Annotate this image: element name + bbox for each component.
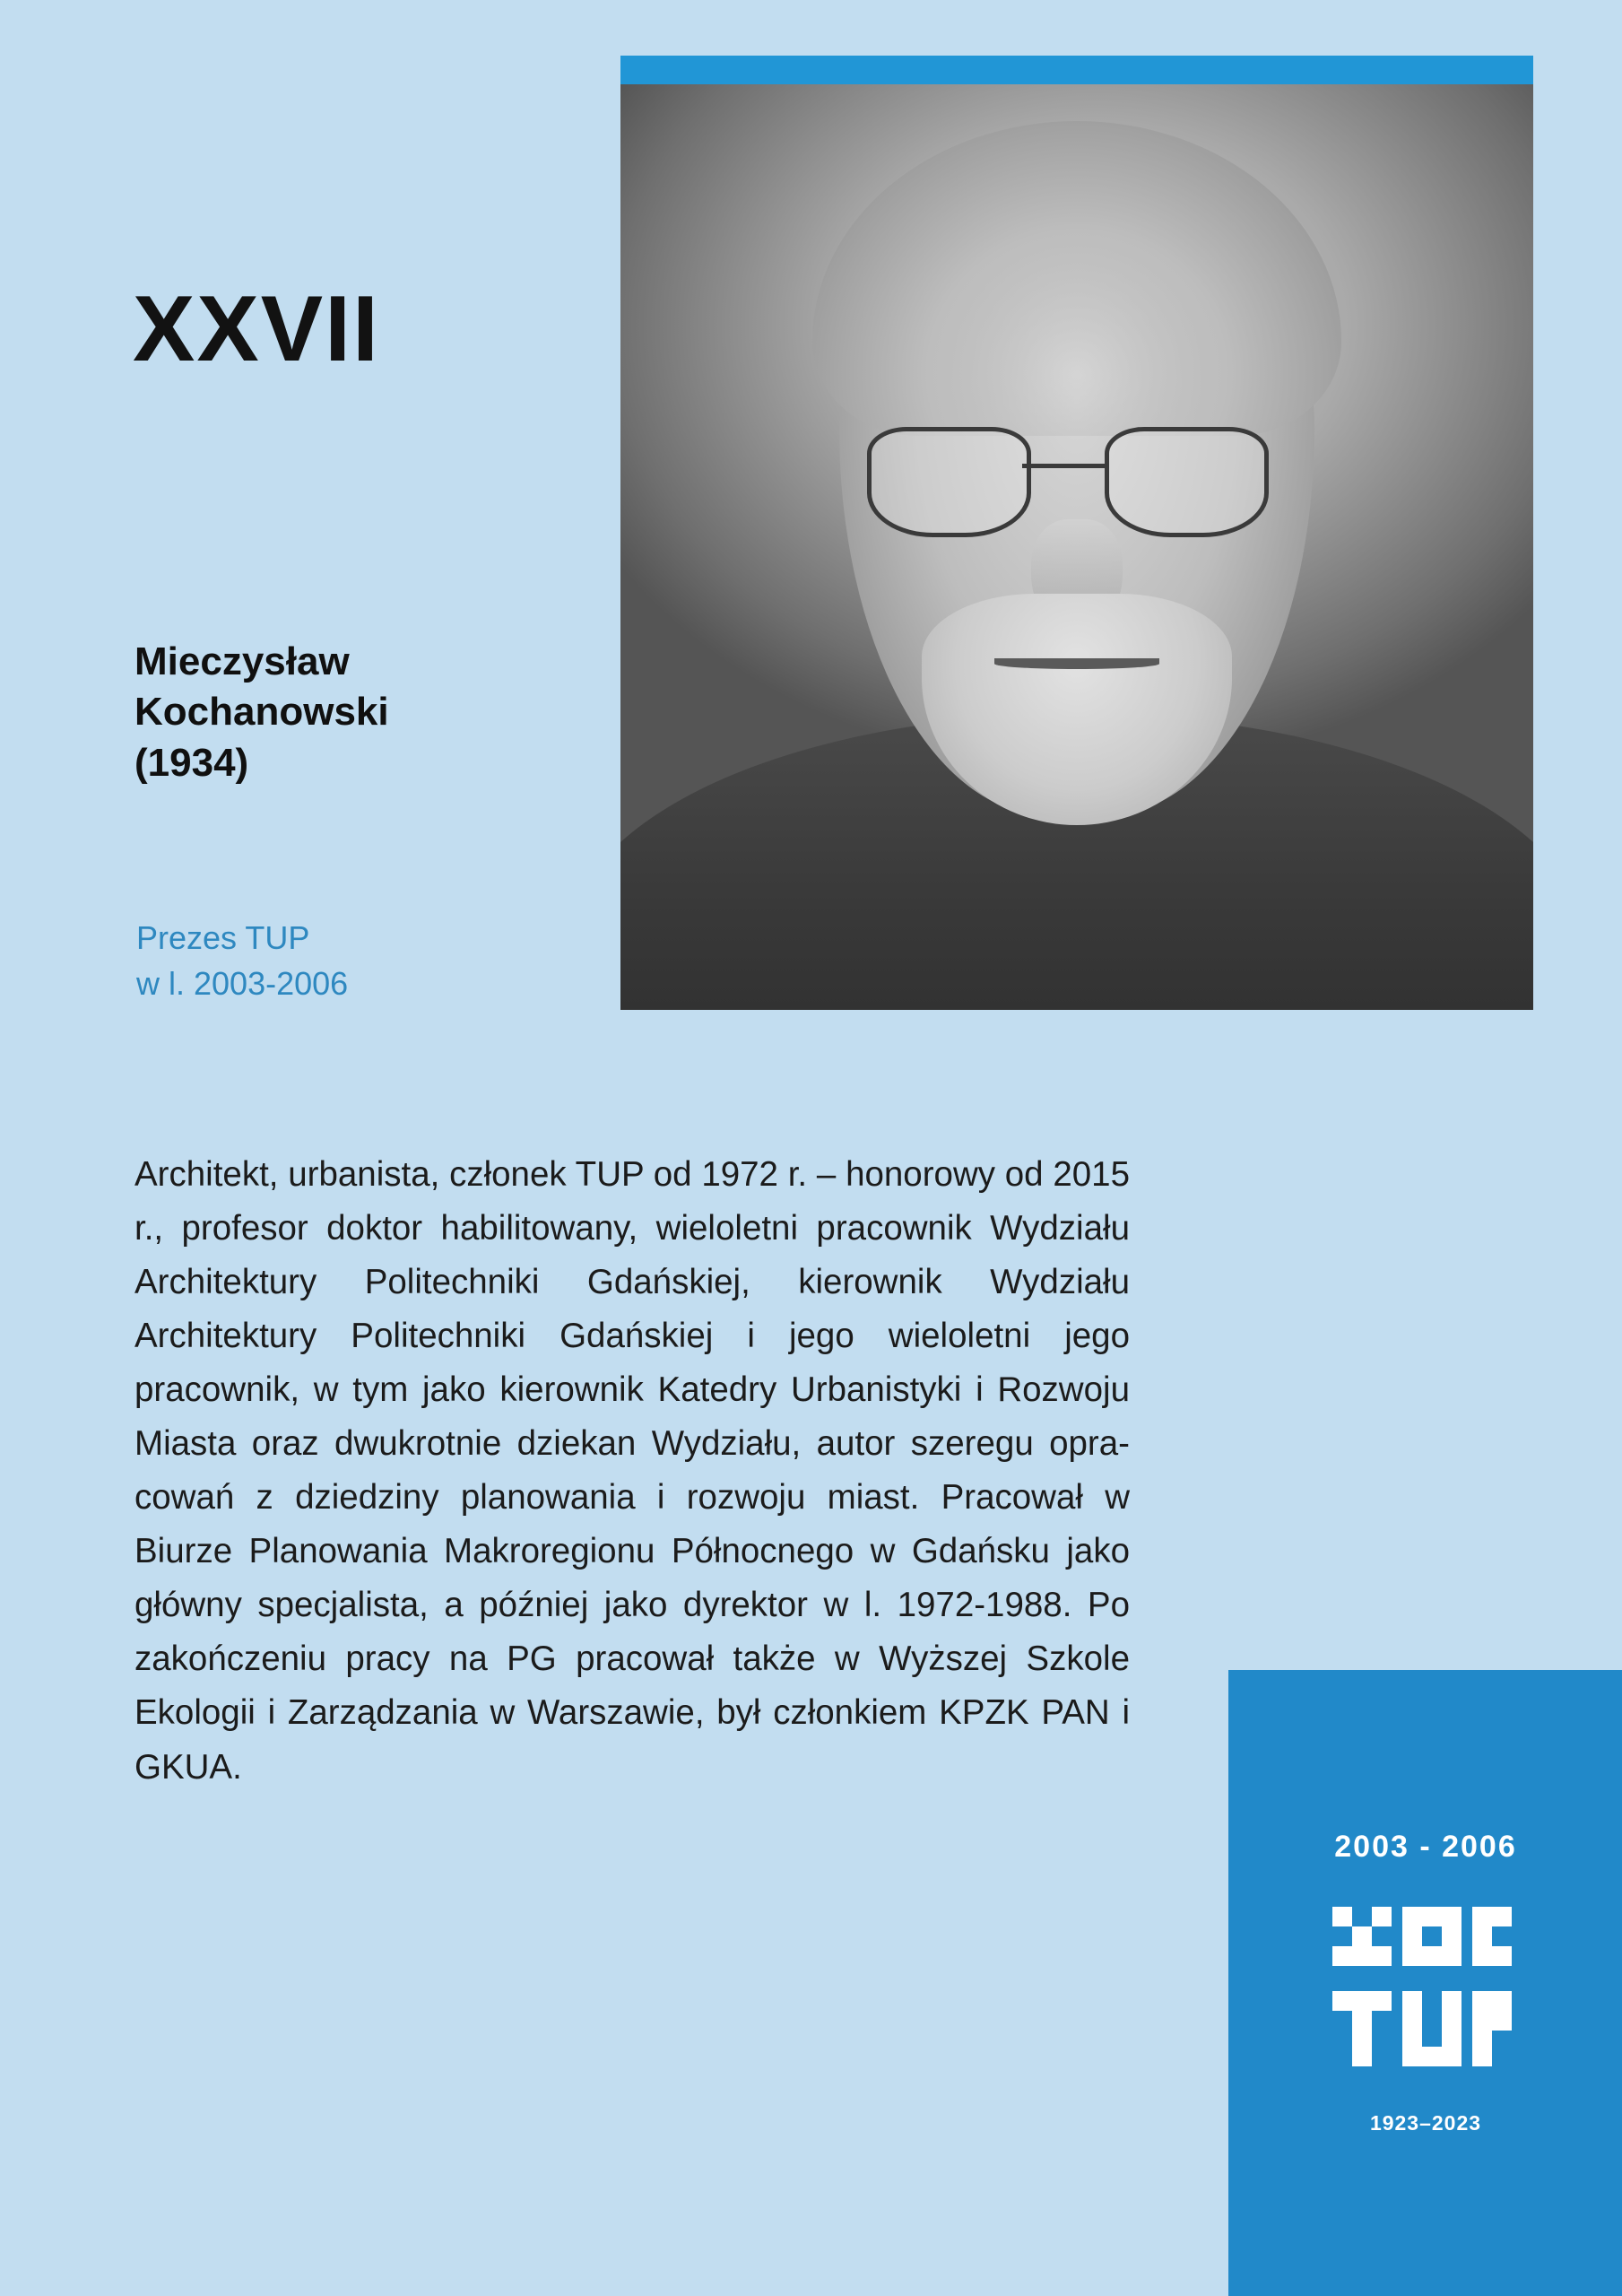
portrait-glasses-right [1105, 427, 1269, 538]
person-name-line-1: Mieczysław [134, 639, 350, 683]
portrait-glasses-left [867, 427, 1031, 538]
person-role-line-2: w l. 2003-2006 [136, 965, 349, 1003]
tup-logo-icon [1327, 1901, 1524, 2072]
portrait-photo [620, 84, 1533, 1010]
anniversary-label: 1923–2023 [1369, 2111, 1482, 2135]
biography-text: Architekt, urbanista, członek TUP od 1972 r. – honorowy od 2015 r., profesor doktor habilitowany, wieloletni pracownik Wydziału Architektury Politechniki Gdańskiej, kierownik Wydziału Architektury Politechniki Gdańskiej i jego wieloletni jego pracownik, w tym jako kierownik Katedry Urbanistyki i Rozwoju Miasta oraz dwukrotnie dziekan Wydziału, autor szeregu opracowań z dziedziny planowania i rozwoju miast. Pracował w Biurze Planowania Makroregionu Północnego w Gdańsku jako główny specjalista, a później jako dyrektor w l. 1972-1988. Po zakończeniu pracy na PG pracował także w Wyższej Szkole Ekologii i Zarządzania w Warszawie, był członkiem KPZK PAN i GKUA. [134, 1155, 1130, 1787]
person-name-line-2: Kochanowski [134, 690, 389, 735]
portrait-top-bar [620, 56, 1533, 84]
person-role-line-1: Prezes TUP [136, 919, 310, 956]
portrait-glasses-bridge [1022, 464, 1105, 468]
term-years: 2003 - 2006 [1334, 1830, 1517, 1864]
person-name [134, 637, 556, 788]
person-name-line-3: (1934) [134, 740, 249, 785]
person-role [136, 915, 567, 1006]
portrait-container [620, 56, 1533, 1010]
page-numeral: XXVII [133, 277, 380, 381]
portrait-mouth [994, 658, 1158, 669]
logo-panel [1228, 1670, 1622, 2296]
